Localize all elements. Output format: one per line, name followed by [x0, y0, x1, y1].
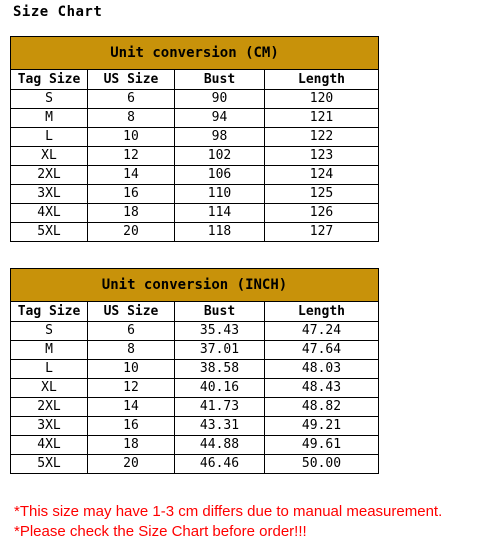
cell-us-size: 10 [88, 128, 175, 147]
table-row [11, 417, 379, 436]
cell-bust: 90 [175, 90, 265, 109]
column-header-length: Length [265, 70, 379, 90]
cell-us-size: 10 [88, 360, 175, 379]
cell-bust: 40.16 [175, 379, 265, 398]
cell-bust: 114 [175, 204, 265, 223]
cell-tag-size: S [11, 322, 88, 341]
cell-us-size: 20 [88, 223, 175, 242]
cell-us-size: 16 [88, 185, 175, 204]
cell-bust: 44.88 [175, 436, 265, 455]
table-row [11, 147, 379, 166]
cell-us-size: 18 [88, 204, 175, 223]
cell-tag-size: 3XL [11, 417, 88, 436]
cell-tag-size: 5XL [11, 223, 88, 242]
cell-us-size: 16 [88, 417, 175, 436]
page-title: Size Chart [13, 4, 103, 20]
cell-bust: 102 [175, 147, 265, 166]
cell-tag-size: M [11, 109, 88, 128]
cell-length: 123 [265, 147, 379, 166]
cell-us-size: 12 [88, 147, 175, 166]
size-table-cm [10, 36, 379, 242]
cell-length: 49.21 [265, 417, 379, 436]
cell-length: 121 [265, 109, 379, 128]
table-row [11, 360, 379, 379]
table-row [11, 204, 379, 223]
measurement-note: *This size may have 1-3 cm differs due to manual measurement. [14, 503, 443, 520]
table-row [11, 341, 379, 360]
cell-tag-size: M [11, 341, 88, 360]
table-row [11, 90, 379, 109]
table-row [11, 379, 379, 398]
table-row [11, 322, 379, 341]
cell-bust: 110 [175, 185, 265, 204]
table-header-cm: Unit conversion (CM) [11, 37, 379, 70]
check-chart-note: *Please check the Size Chart before order!!! [14, 523, 307, 540]
cell-length: 48.03 [265, 360, 379, 379]
cell-length: 125 [265, 185, 379, 204]
cell-length: 47.64 [265, 341, 379, 360]
cell-tag-size: 4XL [11, 436, 88, 455]
column-headers [11, 70, 379, 90]
table-row [11, 109, 379, 128]
cell-length: 48.82 [265, 398, 379, 417]
cell-tag-size: 3XL [11, 185, 88, 204]
cell-tag-size: 2XL [11, 166, 88, 185]
cell-bust: 43.31 [175, 417, 265, 436]
table-row [11, 128, 379, 147]
cell-length: 48.43 [265, 379, 379, 398]
column-header-bust: Bust [175, 70, 265, 90]
table-row [11, 398, 379, 417]
cell-us-size: 12 [88, 379, 175, 398]
cell-bust: 106 [175, 166, 265, 185]
cell-tag-size: S [11, 90, 88, 109]
cell-tag-size: XL [11, 379, 88, 398]
table-row [11, 166, 379, 185]
cell-tag-size: L [11, 128, 88, 147]
table-row [11, 223, 379, 242]
cell-us-size: 8 [88, 109, 175, 128]
table-row [11, 436, 379, 455]
cell-length: 126 [265, 204, 379, 223]
cell-us-size: 6 [88, 322, 175, 341]
cell-us-size: 20 [88, 455, 175, 474]
column-header-us-size: US Size [88, 302, 175, 322]
cell-length: 50.00 [265, 455, 379, 474]
cell-length: 47.24 [265, 322, 379, 341]
table-header-inch: Unit conversion (INCH) [11, 269, 379, 302]
cell-length: 49.61 [265, 436, 379, 455]
cell-length: 124 [265, 166, 379, 185]
table-row [11, 185, 379, 204]
cell-tag-size: 2XL [11, 398, 88, 417]
cell-tag-size: L [11, 360, 88, 379]
cell-tag-size: XL [11, 147, 88, 166]
table-row [11, 455, 379, 474]
cell-bust: 35.43 [175, 322, 265, 341]
column-header-tag-size: Tag Size [11, 70, 88, 90]
column-header-tag-size: Tag Size [11, 302, 88, 322]
cell-bust: 46.46 [175, 455, 265, 474]
column-header-length: Length [265, 302, 379, 322]
column-header-us-size: US Size [88, 70, 175, 90]
column-header-bust: Bust [175, 302, 265, 322]
size-table-inch [10, 268, 379, 474]
cell-bust: 94 [175, 109, 265, 128]
cell-us-size: 6 [88, 90, 175, 109]
cell-tag-size: 5XL [11, 455, 88, 474]
cell-length: 122 [265, 128, 379, 147]
cell-us-size: 14 [88, 166, 175, 185]
cell-length: 120 [265, 90, 379, 109]
cell-us-size: 8 [88, 341, 175, 360]
cell-bust: 41.73 [175, 398, 265, 417]
cell-bust: 118 [175, 223, 265, 242]
column-headers [11, 302, 379, 322]
cell-tag-size: 4XL [11, 204, 88, 223]
cell-bust: 37.01 [175, 341, 265, 360]
cell-bust: 98 [175, 128, 265, 147]
cell-us-size: 18 [88, 436, 175, 455]
cell-length: 127 [265, 223, 379, 242]
cell-bust: 38.58 [175, 360, 265, 379]
cell-us-size: 14 [88, 398, 175, 417]
